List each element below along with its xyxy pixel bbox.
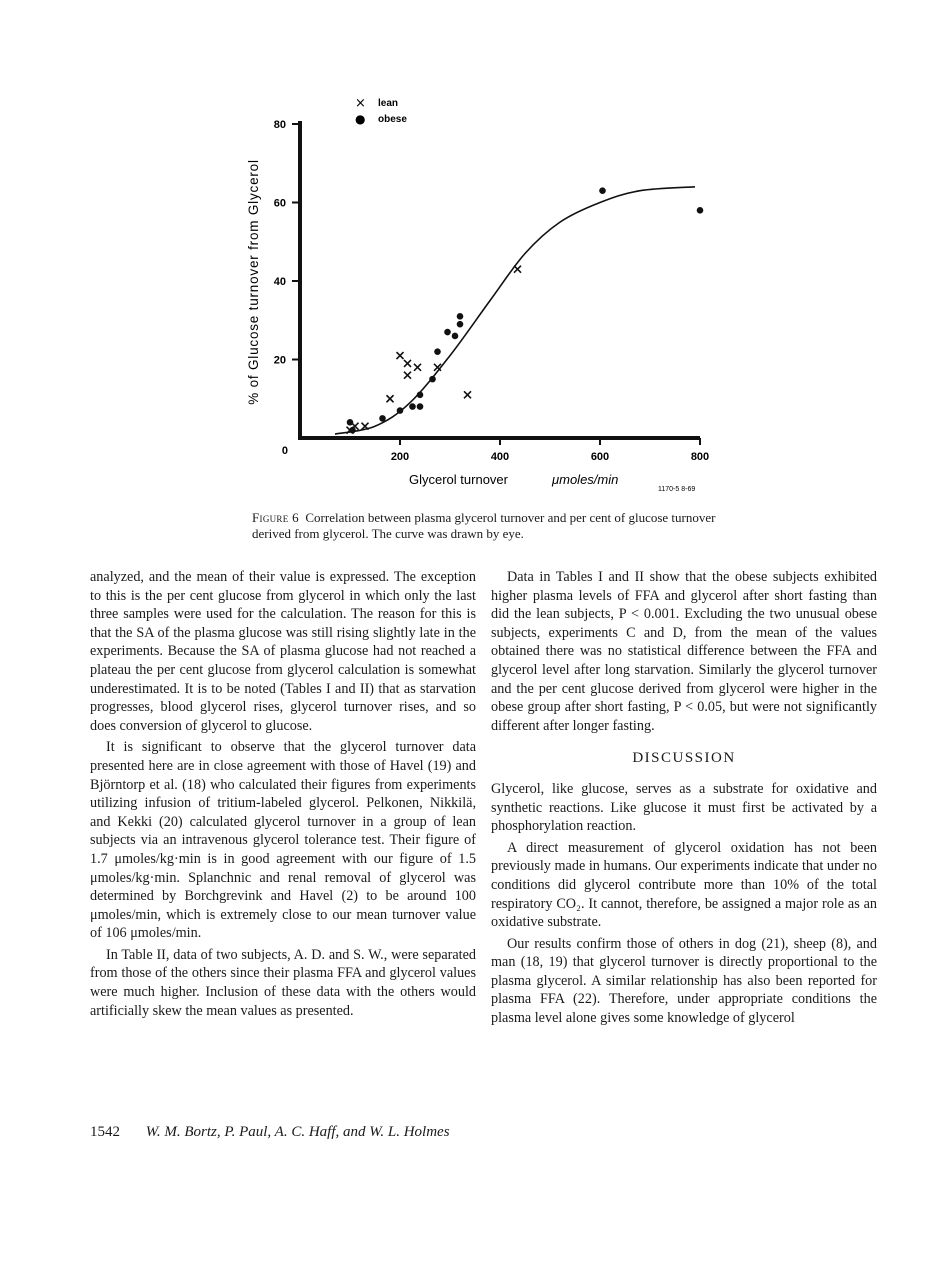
legend-label-lean: lean	[378, 98, 399, 109]
lean-point-4	[387, 395, 394, 402]
footer-authors: W. M. Bortz, P. Paul, A. C. Haff, and W. L. Holmes	[145, 1124, 450, 1140]
right-paragraph-intro: Data in Tables I and II show that the obese subjects exhibited higher plasma levels of FFA and glycerol after short fasting than did the lean subjects, P < 0.001. Excluding the two unusual obese subjects, experiments C and D, from the mean of the values obtained there was no statistical difference between the FFA and glycerol level after long starvation. Similarly the glycerol turnover and the per cent glucose derived from glycerol were higher in the obese group after short fasting, P < 0.05, but were not significantly different after longer fasting.	[491, 569, 877, 734]
x-tick-label-200: 200	[390, 451, 410, 463]
obese-point-10	[444, 329, 451, 336]
page-number: 1542	[90, 1124, 120, 1140]
obese-point-8	[429, 376, 436, 383]
discussion-paragraph-1: Glycerol, like glucose, serves as a substrate for oxidative and synthetic reactions. Like glucose it must first be activated by a phosphorylation reaction.	[491, 780, 877, 835]
x-tick-label-400: 400	[490, 451, 510, 463]
left-column	[90, 568, 476, 1023]
x-tick-label-600: 600	[590, 451, 610, 463]
x-axis-title: Glycerol turnover	[409, 472, 508, 487]
obese-point-4	[397, 407, 404, 414]
lean-point-6	[404, 360, 411, 367]
right-column	[491, 568, 877, 1031]
obese-point-6	[417, 403, 424, 410]
obese-point-7	[417, 392, 424, 399]
obese-point-12	[457, 321, 464, 328]
data-points	[347, 187, 704, 433]
obese-point-3	[379, 415, 386, 422]
lean-point-7	[404, 372, 411, 379]
discussion-paragraph-3: Our results confirm those of others in dog (21), sheep (8), and man (18, 19) that glycerol turnover is directly proportional to the plasma glycerol. A similar relationship has also been reported for plasma FFA (22). Therefore, under appropriate conditions the plasma level alone gives some knowledge of glycerol	[491, 935, 877, 1027]
x-axis-units: μmoles/min	[552, 472, 619, 487]
lean-point-11	[514, 266, 521, 273]
y-tick-label-0: 0	[281, 445, 288, 457]
y-axis-title: % of Glucose turnover from Glycerol	[246, 159, 261, 405]
figure-caption	[252, 510, 722, 541]
y-tick-label-20: 20	[273, 354, 286, 367]
legend-label-obese: obese	[378, 114, 407, 125]
legend-symbol-obese: ●	[355, 112, 366, 126]
obese-point-9	[434, 348, 441, 355]
obese-point-2	[349, 427, 356, 434]
legend	[355, 96, 407, 126]
left-paragraph-3: In Table II, data of two subjects, A. D. and S. W., were separated from those of the others since their plasma FFA and glycerol values were much higher. Inclusion of these data with the others would artificially skew the mean values as presented.	[90, 946, 476, 1019]
figure-annotation: 1170-5 8-69	[658, 486, 696, 493]
left-paragraph-2: It is significant to observe that the glycerol turnover data presented here are in close agreement with those of Havel (19) and Björntorp et al. (18) who calculated their figures from experiments utilizing infusion of tritium-labeled glycerol. Pelkonen, Nikkilä, and Kekki (20) calculated glycerol turnover in a group of lean subjects via an intravenous glycerol tolerance test. Their figure of 1.7 μmoles/kg·min is in good agreement with our figure of 1.5 μmoles/kg·min. Splanchnic and renal removal of glycerol was determined by Borchgrevink and Havel (2) to be around 100 μmoles/min, which is extremely close to our mean turnover value of 106 μmoles/min.	[90, 739, 476, 942]
obese-point-14	[599, 187, 606, 194]
figure-6-chart	[0, 0, 936, 560]
left-paragraph-1: analyzed, and the mean of their value is expressed. The exception to this is the per cent glucose from glycerol in which only the last three samples were used for the calculation. The reason for this is that the SA of the plasma glucose was still rising slightly late in the experiments. Because the SA of plasma glucose had not reached a plateau the per cent glucose from glycerol calculation is somewhat underestimated. It is to be noted (Tables I and II) that as starvation progresses, blood glycerol rises, glycerol turnover rises, and so does conversion of glycerol to glucose.	[90, 569, 476, 734]
section-heading-discussion: DISCUSSION	[632, 750, 736, 767]
figure-label: Figure 6	[252, 510, 299, 525]
discussion-paragraph-2: A direct measurement of glycerol oxidation has not been previously made in humans. Our experiments indicate that under no conditions did glycerol contribute more than 10% of the total respiratory CO₂. It cannot, therefore, be assigned a major role as an oxidative substrate.	[491, 839, 877, 931]
y-tick-label-60: 60	[273, 197, 286, 210]
obese-point-1	[347, 419, 354, 426]
y-tick-label-40: 40	[273, 276, 286, 288]
figure-caption-text: Correlation between plasma glycerol turnover and per cent of glucose turnover derived from glycerol. The curve was drawn by eye.	[252, 510, 716, 541]
obese-point-11	[452, 333, 459, 340]
legend-symbol-lean: ×	[355, 96, 366, 111]
x-tick-label-800: 800	[690, 451, 710, 463]
lean-point-8	[414, 364, 421, 371]
y-tick-label-80: 80	[273, 119, 286, 131]
page-footer	[90, 1124, 450, 1141]
lean-point-5	[397, 352, 404, 359]
obese-point-13	[457, 313, 464, 320]
lean-point-10	[464, 391, 471, 398]
obese-point-15	[697, 207, 704, 214]
axis-ticks	[274, 119, 709, 463]
obese-point-5	[409, 403, 416, 410]
